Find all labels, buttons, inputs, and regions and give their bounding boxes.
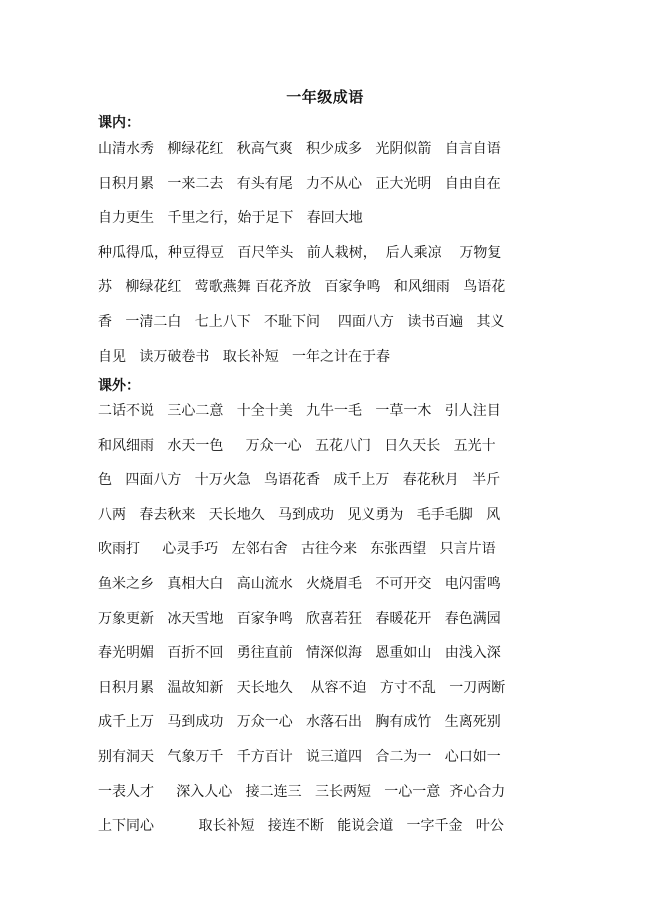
idiom-line: 吹雨打 心灵手巧 左邻右舍 古往今来 东张西望 只言片语 <box>98 541 496 558</box>
idiom-line: 种瓜得瓜，种豆得豆 百尺竿头 前人栽树， 后人乘凉 万物复 <box>98 244 502 261</box>
inner-idiom-block <box>98 136 558 378</box>
idiom-line: 万象更新 冰天雪地 百家争鸣 欣喜若狂 春暖花开 春色满园 <box>98 610 501 627</box>
idiom-line: 春光明媚 百折不回 勇往直前 情深似海 恩重如山 由浅入深 <box>98 645 501 662</box>
idiom-line: 自力更生 千里之行，始于足下 春回大地 <box>98 210 363 227</box>
idiom-line: 日积月累 一来二去 有头有尾 力不从心 正大光明 自由自在 <box>98 175 501 192</box>
idiom-line: 八两 春去秋来 天长地久 马到成功 见义勇为 毛手毛脚 风 <box>98 506 501 523</box>
idiom-line: 别有洞天 气象万千 千方百计 说三道四 合二为一 心口如一 <box>98 748 501 765</box>
idiom-line: 和风细雨 水天一色 万众一心 五花八门 日久天长 五光十 <box>98 437 496 454</box>
idiom-line: 上下同心 取长补短 接连不断 能说会道 一字千金 叶公 <box>98 818 504 835</box>
outer-idiom-block <box>98 398 558 848</box>
idiom-line: 鱼米之乡 真相大白 高山流水 火烧眉毛 不可开交 电闪雷鸣 <box>98 575 501 592</box>
idiom-line: 二话不说 三心二意 十全十美 九牛一毛 一草一木 引人注目 <box>98 403 501 419</box>
idiom-line: 山清水秀 柳绿花红 秋高气爽 积少成多 光阴似箭 自言自语 <box>98 141 501 157</box>
idiom-line: 成千上万 马到成功 万众一心 水落石出 胸有成竹 生离死别 <box>98 714 501 731</box>
section-heading-outer: 课外： <box>98 378 140 394</box>
page-title: 一年级成语 <box>286 88 364 106</box>
idiom-line: 香 一清二白 七上八下 不耻下问 四面八方 读书百遍 其义 <box>98 313 505 330</box>
idiom-line: 色 四面八方 十万火急 鸟语花香 成千上万 春花秋月 半斤 <box>98 472 501 489</box>
idiom-line: 苏 柳绿花红 莺歌燕舞 百花齐放 百家争鸣 和风细雨 鸟语花 <box>98 279 506 296</box>
idiom-line: 日积月累 温故知新 天长地久 从容不迫 方寸不乱 一刀两断 <box>98 679 506 696</box>
idiom-line: 一表人才 深入人心 接二连三 三长两短 一心一意 齐心合力 <box>98 783 506 800</box>
idiom-line: 自见 读万破卷书 取长补短 一年之计在于春 <box>98 348 391 365</box>
section-heading-inner: 课内： <box>98 115 140 131</box>
